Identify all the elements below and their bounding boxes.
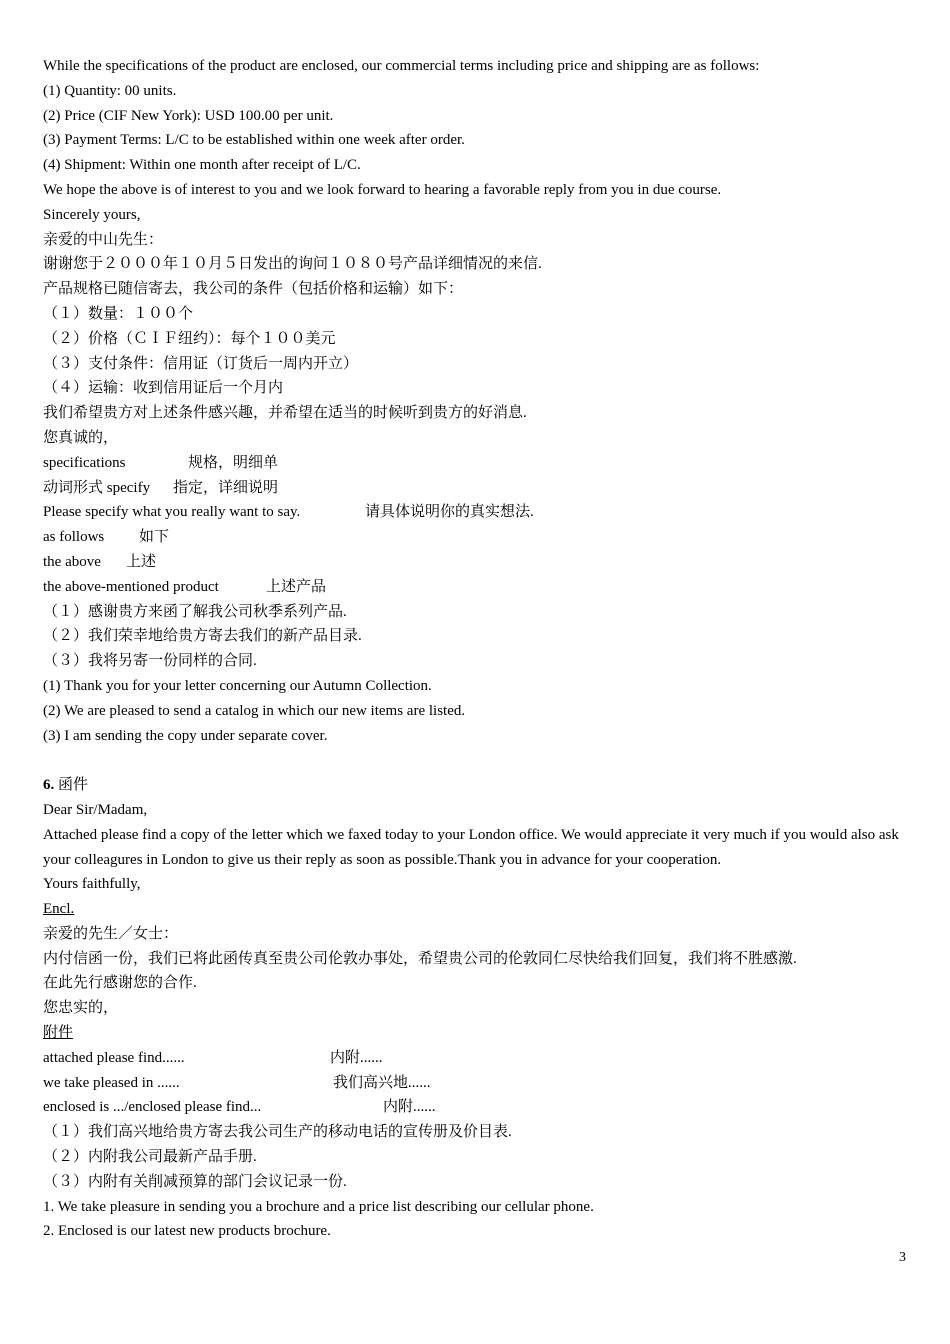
vocab-row bbox=[43, 575, 923, 600]
vocab-meaning: 内附...... bbox=[330, 1049, 383, 1066]
vocab-row bbox=[43, 451, 923, 476]
text-line: 我们希望贵方对上述条件感兴趣，并希望在适当的时候听到贵方的好消息. bbox=[43, 405, 527, 422]
vocab-term: the above-mentioned product bbox=[43, 578, 219, 595]
vocab-row bbox=[43, 1095, 923, 1120]
vocab-meaning: 内附...... bbox=[383, 1099, 436, 1116]
vocab-term: as follows bbox=[43, 529, 105, 546]
section-number: 6. bbox=[43, 777, 55, 794]
text-line: Sincerely yours, bbox=[43, 206, 141, 223]
text-line: While the specifications of the product are enclosed, our commercial terms including price and shipping are as follows: bbox=[43, 58, 760, 74]
vocab-meaning: 我们高兴地...... bbox=[333, 1074, 431, 1091]
text-line: （３）支付条件：信用证（订货后一周内开立） bbox=[43, 355, 359, 372]
text-line: (4) Shipment: Within one month after receipt of L/C. bbox=[43, 157, 361, 174]
text-line: 谢谢您于２０００年１０月５日发出的询问１０８０号产品详细情况的来信. bbox=[43, 256, 542, 273]
exercise-en: 1. We take pleasure in sending you a brochure and a price list describing our cellular phone. bbox=[43, 1198, 594, 1215]
text-line: （２）价格（ＣＩＦ纽约）：每个１００美元 bbox=[43, 330, 336, 347]
text-line: 产品规格已随信寄去，我公司的条件（包括价格和运输）如下： bbox=[43, 281, 464, 298]
vocab-term: Please specify what you really want to say. bbox=[43, 504, 301, 521]
document-page bbox=[43, 54, 923, 1244]
vocab-row bbox=[43, 525, 923, 550]
exercise-zh: （１）感谢贵方来函了解我公司秋季系列产品. bbox=[43, 603, 347, 620]
exercise-zh: （２）我们荣幸地给贵方寄去我们的新产品目录. bbox=[43, 628, 362, 645]
text-line: （１）数量：１００个 bbox=[43, 305, 194, 322]
spacer bbox=[43, 748, 923, 773]
exercise-en: (2) We are pleased to send a catalog in which our new items are listed. bbox=[43, 702, 466, 719]
vocab-term: 动词形式 specify bbox=[43, 479, 151, 496]
letter-body: Attached please find a copy of the letter which we faxed today to your London office. We would appreciate it very much if you would also ask your colleagures in London to give us their reply as soon as possible.Thank you in advance for your cooperation. bbox=[43, 826, 899, 868]
vocab-meaning: 上述产品 bbox=[266, 578, 327, 595]
letter-body-zh: 内付信函一份，我们已将此函传真至贵公司伦敦办事处，希望贵公司的伦敦同仁尽快给我们回复，我们将不胜感激. bbox=[43, 950, 797, 967]
section-heading bbox=[43, 773, 923, 798]
exercise-zh: （３）内附有关削减预算的部门会议记录一份. bbox=[43, 1173, 347, 1190]
text-line: (2) Price (CIF New York): USD 100.00 per unit. bbox=[43, 107, 334, 124]
vocab-row bbox=[43, 1071, 923, 1096]
vocab-meaning: 规格，明细单 bbox=[188, 454, 279, 471]
vocab-term: specifications bbox=[43, 454, 126, 471]
text-line: 您真诚的， bbox=[43, 429, 119, 446]
letter-closing: Yours faithfully, bbox=[43, 876, 141, 893]
vocab-row bbox=[43, 550, 923, 575]
vocab-row bbox=[43, 476, 923, 501]
exercise-en: (3) I am sending the copy under separate cover. bbox=[43, 727, 328, 744]
exercise-zh: （２）内附我公司最新产品手册. bbox=[43, 1149, 257, 1166]
vocab-meaning: 如下 bbox=[139, 529, 170, 546]
letter-greeting: Dear Sir/Madam, bbox=[43, 801, 148, 818]
vocab-term: enclosed is .../enclosed please find... bbox=[43, 1099, 262, 1116]
text-line: (1) Quantity: 00 units. bbox=[43, 82, 177, 99]
exercise-zh: （３）我将另寄一份同样的合同. bbox=[43, 653, 257, 670]
vocab-term: the above bbox=[43, 553, 101, 570]
vocab-meaning: 上述 bbox=[126, 553, 157, 570]
exercise-en: 2. Enclosed is our latest new products brochure. bbox=[43, 1223, 331, 1240]
letter-enclosure bbox=[43, 897, 923, 922]
enclosure-label: Encl. bbox=[43, 901, 75, 918]
text-line: (3) Payment Terms: L/C to be established within one week after order. bbox=[43, 132, 465, 149]
vocab-row bbox=[43, 1046, 923, 1071]
text-line: 亲爱的中山先生： bbox=[43, 231, 164, 248]
text-line: We hope the above is of interest to you and we look forward to hearing a favorable reply from you in due course. bbox=[43, 181, 722, 198]
page-number: 3 bbox=[899, 1250, 906, 1265]
letter-body-zh: 在此先行感谢您的合作. bbox=[43, 975, 197, 992]
enclosure-label-zh: 附件 bbox=[43, 1025, 74, 1042]
vocab-term: we take pleased in ...... bbox=[43, 1074, 180, 1091]
vocab-row bbox=[43, 500, 923, 525]
vocab-meaning: 指定，详细说明 bbox=[173, 479, 279, 496]
exercise-en: (1) Thank you for your letter concerning our Autumn Collection. bbox=[43, 677, 432, 694]
text-line: （４）运输：收到信用证后一个月内 bbox=[43, 380, 284, 397]
section-title: 函件 bbox=[58, 777, 89, 794]
exercise-zh: （１）我们高兴地给贵方寄去我公司生产的移动电话的宣传册及价目表. bbox=[43, 1124, 512, 1141]
vocab-meaning: 请具体说明你的真实想法. bbox=[365, 504, 534, 521]
letter-enclosure-zh bbox=[43, 1021, 923, 1046]
letter-closing-zh: 您忠实的， bbox=[43, 1000, 119, 1017]
vocab-term: attached please find...... bbox=[43, 1049, 185, 1066]
letter-greeting-zh: 亲爱的先生／女士： bbox=[43, 925, 179, 942]
